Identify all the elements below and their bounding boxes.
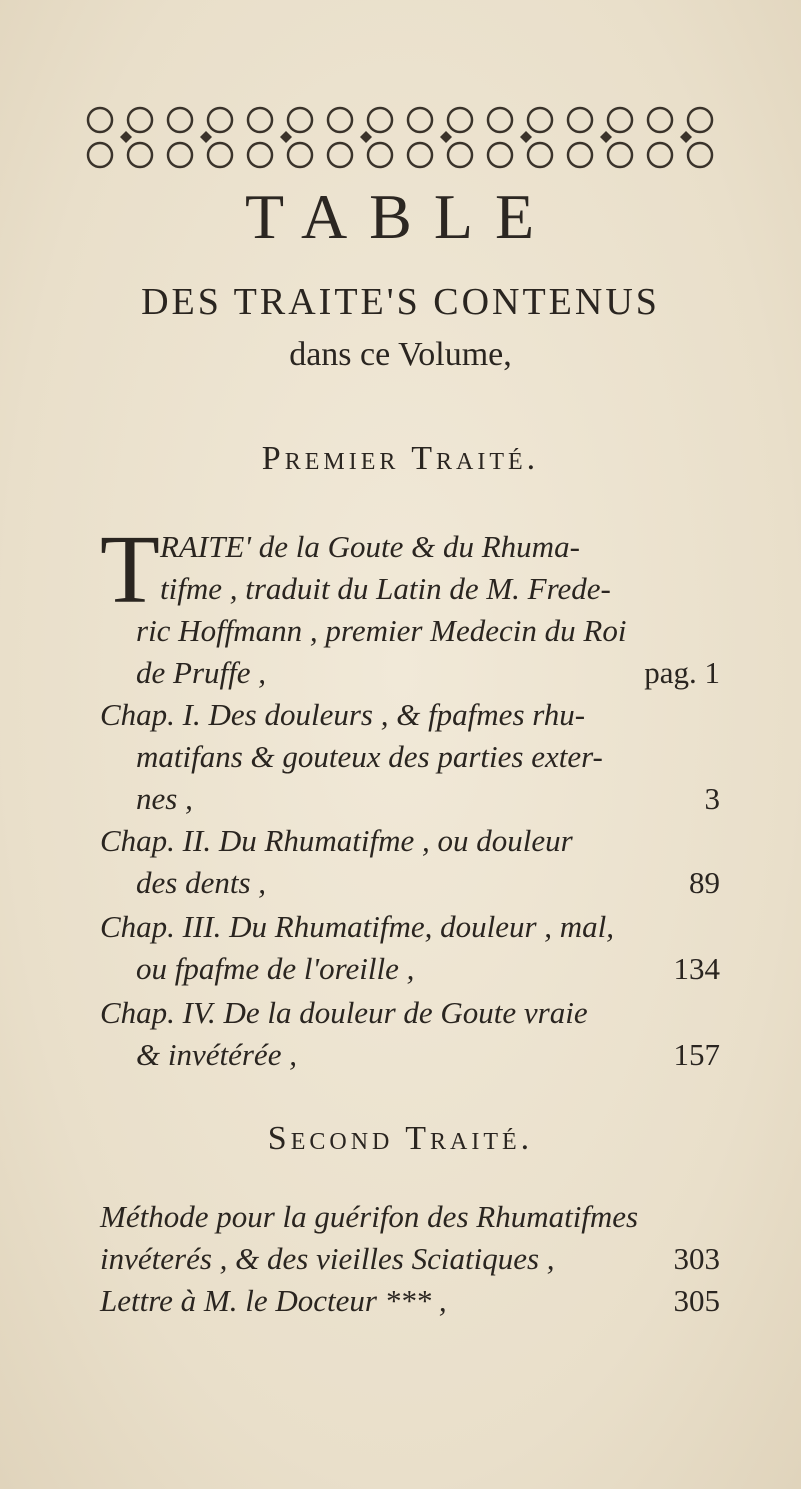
page-number: pag. 1: [644, 655, 720, 690]
page-number: 305: [673, 1283, 720, 1318]
entry-line-with-page: [100, 1034, 720, 1076]
entry-line: tifme , traduit du Latin de M. Frede-: [160, 571, 611, 606]
page-number: 303: [673, 1241, 720, 1276]
page-number: 3: [704, 781, 720, 816]
entry-line: invéterés , & des vieilles Sciatiques ,: [100, 1241, 555, 1276]
entry-line: de Pruffe ,: [136, 655, 266, 690]
entry-line: Lettre à M. le Docteur *** ,: [100, 1283, 447, 1318]
chapter-3-entry: [100, 906, 720, 990]
entry-line: RAITE' de la Goute & du Rhuma-: [160, 529, 580, 564]
entry-line: des dents ,: [136, 865, 267, 900]
page-number: 89: [689, 865, 720, 900]
entry-line-with-page: [136, 652, 720, 694]
entry-line-with-page: [100, 948, 720, 990]
entry-line-with-page: [100, 1238, 720, 1280]
page-number: 134: [673, 951, 720, 986]
second-treatise-method-entry: [100, 1196, 720, 1280]
chapter-2-entry: [100, 820, 720, 904]
page-subtitle-volume: dans ce Volume,: [289, 336, 512, 373]
entry-line: ric Hoffmann , premier Medecin du Roi: [136, 613, 627, 648]
first-treatise-title-entry: [160, 526, 720, 610]
entry-line: Chap. I. Des douleurs , & fpafmes rhu-: [100, 697, 586, 732]
entry-line-with-page: [100, 778, 720, 820]
entry-line: matifans & gouteux des parties exter-: [136, 739, 603, 774]
entry-line: Chap. IV. De la douleur de Goute vraie: [100, 995, 588, 1030]
chapter-1-entry: [100, 694, 720, 820]
first-treatise-title-entry-cont: [136, 610, 720, 694]
decorative-ornament-band: [80, 100, 730, 180]
entry-line: nes ,: [136, 781, 193, 816]
entry-line: Méthode pour la guérifon des Rhumatifmes: [100, 1199, 639, 1234]
chapter-4-entry: [100, 992, 720, 1076]
entry-line: Chap. II. Du Rhumatifme , ou douleur: [100, 823, 573, 858]
second-treatise-heading: Second Traité.: [267, 1120, 534, 1157]
entry-line: & invétérée ,: [136, 1037, 297, 1072]
entry-line: ou fpafme de l'oreille ,: [136, 951, 415, 986]
entry-line-with-page: [100, 862, 720, 904]
entry-line-with-page: [100, 1280, 720, 1322]
page-number: 157: [673, 1037, 720, 1072]
first-treatise-heading: Premier Traité.: [261, 440, 540, 477]
page-subtitle: DES TRAITE'S CONTENUS: [141, 281, 660, 323]
second-treatise-letter-entry: [100, 1280, 720, 1322]
drop-cap-letter: T: [100, 516, 160, 624]
page-title: TABLE: [244, 181, 557, 252]
entry-line: Chap. III. Du Rhumatifme, douleur , mal,: [100, 909, 615, 944]
